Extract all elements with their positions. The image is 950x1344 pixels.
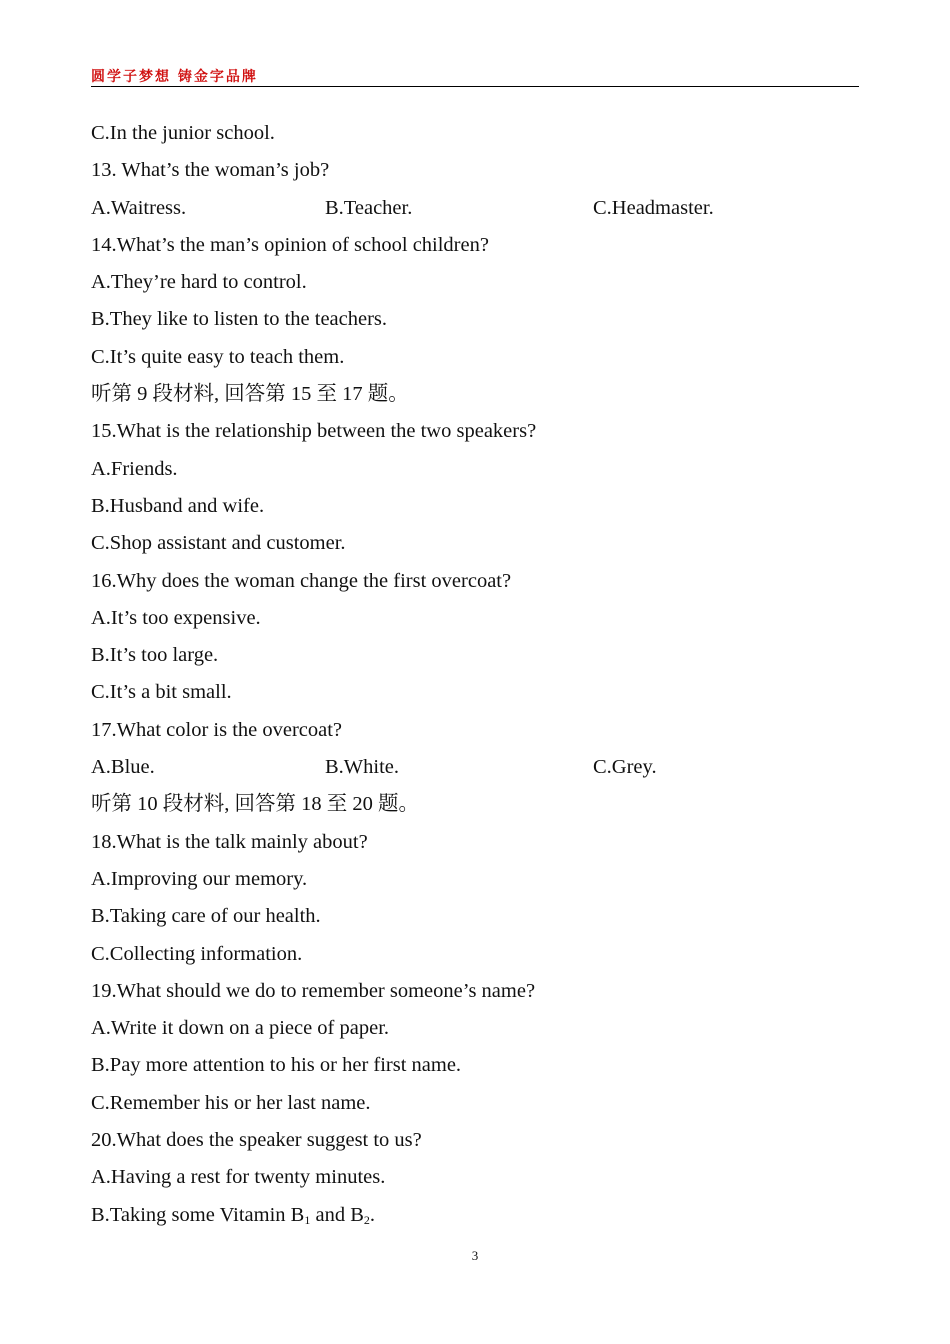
- header-divider: [91, 86, 859, 87]
- answer-option: A.Improving our memory.: [91, 867, 308, 890]
- q20-option-b-text: B.Taking some Vitamin B: [91, 1203, 305, 1226]
- question-content: [91, 115, 859, 1234]
- question-stem: 13. What’s the woman’s job?: [91, 159, 330, 182]
- question-stem: 15.What is the relationship between the two speakers?: [91, 420, 537, 443]
- page-number: 3: [471, 1248, 479, 1263]
- answer-option: A.Friends.: [91, 457, 178, 480]
- question-stem: 18.What is the talk mainly about?: [91, 830, 368, 853]
- question-stem: 16.Why does the woman change the first overcoat?: [91, 569, 512, 592]
- answer-option: A.They’re hard to control.: [91, 271, 307, 294]
- q17-option-b: B.White.: [325, 756, 400, 779]
- answer-option: B.They like to listen to the teachers.: [91, 308, 388, 331]
- section-instruction: 听第 10 段材料, 回答第 18 至 20 题。: [91, 793, 419, 816]
- answer-option: B.Pay more attention to his or her first name.: [91, 1054, 462, 1077]
- question-line: C.In the junior school.: [91, 122, 275, 144]
- q13-option-b: B.Teacher.: [325, 196, 413, 219]
- q17-option-c: C.Grey.: [593, 756, 657, 779]
- q13-option-c: C.Headmaster.: [593, 196, 714, 219]
- answer-option: A.Write it down on a piece of paper.: [91, 1017, 390, 1040]
- answer-option: A.It’s too expensive.: [91, 606, 261, 629]
- question-stem: 17.What color is the overcoat?: [91, 718, 343, 741]
- question-stem: 19.What should we do to remember someone’s name?: [91, 979, 536, 1002]
- answer-option: B.Taking care of our health.: [91, 905, 321, 928]
- answer-option: C.It’s quite easy to teach them.: [91, 345, 345, 368]
- q13-option-a: A.Waitress.: [91, 196, 187, 219]
- answer-option: C.Collecting information.: [91, 942, 303, 965]
- header-slogan: 圆学子梦想 铸金字品牌: [91, 69, 258, 85]
- answer-option: C.Remember his or her last name.: [91, 1091, 371, 1114]
- q17-options: [91, 749, 859, 786]
- subscript-2: 2: [363, 1212, 370, 1227]
- question-stem: 14.What’s the man’s opinion of school children?: [91, 233, 489, 256]
- answer-option: A.Having a rest for twenty minutes.: [91, 1166, 386, 1189]
- q20-option-b-end: .: [369, 1203, 375, 1226]
- answer-option: B.It’s too large.: [91, 644, 219, 667]
- q13-options: [91, 190, 859, 227]
- answer-option: C.Shop assistant and customer.: [91, 532, 346, 555]
- subscript-1: 1: [304, 1212, 311, 1227]
- answer-option: C.It’s a bit small.: [91, 681, 232, 704]
- section-instruction: 听第 9 段材料, 回答第 15 至 17 题。: [91, 383, 409, 406]
- q20-option-b: [91, 1197, 859, 1234]
- question-stem: 20.What does the speaker suggest to us?: [91, 1129, 422, 1152]
- answer-option: B.Husband and wife.: [91, 494, 265, 517]
- q17-option-a: A.Blue.: [91, 756, 155, 779]
- q20-option-b-middle: and B: [310, 1203, 364, 1226]
